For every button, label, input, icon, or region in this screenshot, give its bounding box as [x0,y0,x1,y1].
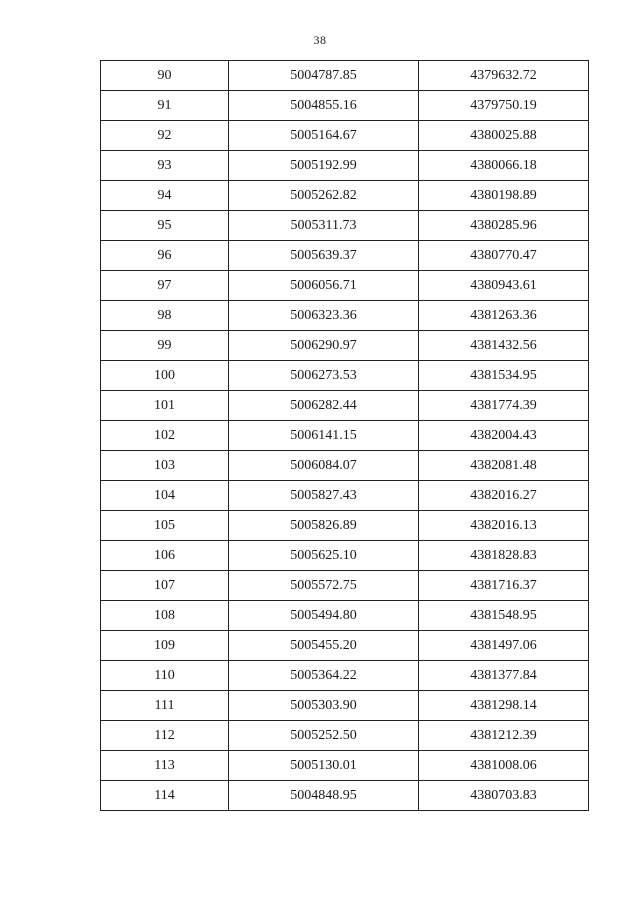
x-coordinate-cell: 5006290.97 [229,331,419,361]
point-number-cell: 95 [101,211,229,241]
point-number-cell: 108 [101,601,229,631]
x-coordinate-cell: 5005252.50 [229,721,419,751]
point-number-cell: 106 [101,541,229,571]
x-coordinate-cell: 5005826.89 [229,511,419,541]
x-coordinate-cell: 5005827.43 [229,481,419,511]
x-coordinate-cell: 5005164.67 [229,121,419,151]
table-row [101,691,589,721]
x-coordinate-cell: 5006323.36 [229,301,419,331]
point-number-cell: 111 [101,691,229,721]
x-coordinate-cell: 5005303.90 [229,691,419,721]
y-coordinate-cell: 4381828.83 [419,541,589,571]
x-coordinate-cell: 5005639.37 [229,241,419,271]
table-row [101,631,589,661]
y-coordinate-cell: 4382081.48 [419,451,589,481]
y-coordinate-cell: 4381534.95 [419,361,589,391]
point-number-cell: 113 [101,751,229,781]
table-row [101,211,589,241]
x-coordinate-cell: 5004787.85 [229,61,419,91]
point-number-cell: 94 [101,181,229,211]
table-row [101,451,589,481]
y-coordinate-cell: 4380770.47 [419,241,589,271]
x-coordinate-cell: 5005494.80 [229,601,419,631]
point-number-cell: 100 [101,361,229,391]
coordinates-table-body [101,61,589,811]
y-coordinate-cell: 4381377.84 [419,661,589,691]
point-number-cell: 112 [101,721,229,751]
x-coordinate-cell: 5005130.01 [229,751,419,781]
table-row [101,571,589,601]
x-coordinate-cell: 5006273.53 [229,361,419,391]
y-coordinate-cell: 4379750.19 [419,91,589,121]
table-row [101,181,589,211]
point-number-cell: 107 [101,571,229,601]
x-coordinate-cell: 5006282.44 [229,391,419,421]
y-coordinate-cell: 4381298.14 [419,691,589,721]
page-number: 38 [313,33,327,47]
point-number-cell: 90 [101,61,229,91]
table-row [101,271,589,301]
point-number-cell: 92 [101,121,229,151]
table-row [101,391,589,421]
x-coordinate-cell: 5005455.20 [229,631,419,661]
table-row [101,481,589,511]
table-row [101,751,589,781]
point-number-cell: 104 [101,481,229,511]
y-coordinate-cell: 4380285.96 [419,211,589,241]
table-row [101,511,589,541]
x-coordinate-cell: 5006056.71 [229,271,419,301]
y-coordinate-cell: 4380198.89 [419,181,589,211]
y-coordinate-cell: 4382016.27 [419,481,589,511]
y-coordinate-cell: 4381774.39 [419,391,589,421]
y-coordinate-cell: 4380703.83 [419,781,589,811]
table-row [101,601,589,631]
point-number-cell: 99 [101,331,229,361]
y-coordinate-cell: 4381548.95 [419,601,589,631]
point-number-cell: 91 [101,91,229,121]
x-coordinate-cell: 5006141.15 [229,421,419,451]
table-row [101,781,589,811]
table-row [101,301,589,331]
x-coordinate-cell: 5005625.10 [229,541,419,571]
y-coordinate-cell: 4380066.18 [419,151,589,181]
table-row [101,331,589,361]
x-coordinate-cell: 5004855.16 [229,91,419,121]
x-coordinate-cell: 5004848.95 [229,781,419,811]
table-row [101,91,589,121]
table-row [101,721,589,751]
point-number-cell: 114 [101,781,229,811]
y-coordinate-cell: 4381497.06 [419,631,589,661]
x-coordinate-cell: 5005262.82 [229,181,419,211]
point-number-cell: 102 [101,421,229,451]
y-coordinate-cell: 4381212.39 [419,721,589,751]
point-number-cell: 101 [101,391,229,421]
coordinates-table [100,60,589,811]
point-number-cell: 93 [101,151,229,181]
point-number-cell: 109 [101,631,229,661]
x-coordinate-cell: 5005311.73 [229,211,419,241]
y-coordinate-cell: 4380943.61 [419,271,589,301]
y-coordinate-cell: 4381008.06 [419,751,589,781]
table-row [101,541,589,571]
point-number-cell: 96 [101,241,229,271]
y-coordinate-cell: 4380025.88 [419,121,589,151]
table-row [101,121,589,151]
point-number-cell: 105 [101,511,229,541]
y-coordinate-cell: 4381716.37 [419,571,589,601]
x-coordinate-cell: 5005572.75 [229,571,419,601]
y-coordinate-cell: 4379632.72 [419,61,589,91]
point-number-cell: 103 [101,451,229,481]
y-coordinate-cell: 4382016.13 [419,511,589,541]
x-coordinate-cell: 5006084.07 [229,451,419,481]
table-row [101,661,589,691]
x-coordinate-cell: 5005364.22 [229,661,419,691]
table-row [101,61,589,91]
table-row [101,241,589,271]
y-coordinate-cell: 4381432.56 [419,331,589,361]
point-number-cell: 110 [101,661,229,691]
y-coordinate-cell: 4381263.36 [419,301,589,331]
point-number-cell: 97 [101,271,229,301]
point-number-cell: 98 [101,301,229,331]
table-row [101,151,589,181]
y-coordinate-cell: 4382004.43 [419,421,589,451]
table-row [101,421,589,451]
x-coordinate-cell: 5005192.99 [229,151,419,181]
table-row [101,361,589,391]
